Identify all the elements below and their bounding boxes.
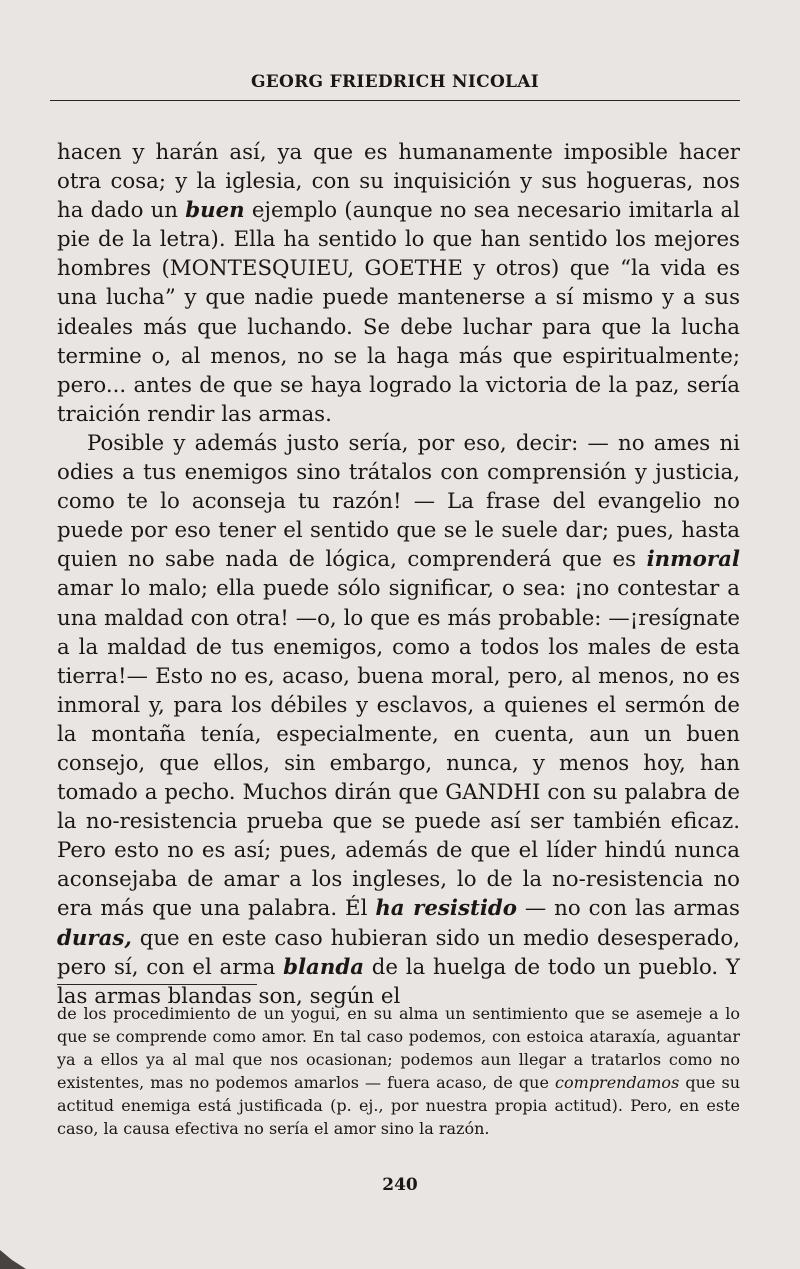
paragraph-2-text-g: que en este caso hubieran sido un medio desesperado, pero sí, con el arma <box>57 925 740 980</box>
paragraph-2-text-i: de la huelga de todo un pueblo. Y las armas blandas son, según el <box>57 954 740 1009</box>
paragraph-2-emphasis-duras: duras, <box>57 925 132 951</box>
paragraph-2-emphasis-blanda: blanda <box>283 954 365 980</box>
paragraph-1 <box>57 138 740 429</box>
footnote-text-a: de los procedimiento de un yogui, en su alma un sentimiento que se asemeje a lo que se comprende como amor. En tal caso podemos, con estoica ataraxía, aguantar ya a ellos ya al mal que nos ocasionan; podemos aun llegar a tratarlos como no existentes, mas no podemos amarlos — fuera acaso, de que <box>57 1004 740 1092</box>
footnote <box>57 1002 740 1140</box>
running-header: GEORG FRIEDRICH NICOLAI <box>250 72 540 92</box>
footnote-emphasis-comprendamos: comprendamos <box>555 1073 680 1092</box>
paragraph-2 <box>57 429 740 1011</box>
paragraph-1-text-c: ejemplo (aunque no sea necesario imitarla al pie de la letra). Ella ha sentido lo que han sentido los mejores hombres (MONTESQUIEU, GOETHE y otros) que “la vida es una lucha” y que nadie puede mantenerse a sí mismo y a sus ideales más que luchando. Se debe luchar para que la lucha termine o, al menos, no se la haga más que espiritualmente; pero... antes de que se haya logrado la victoria de la paz, sería traición rendir las armas. <box>57 198 740 427</box>
page-number: 240 <box>382 1175 418 1195</box>
paragraph-2-text-c: amar lo malo; ella puede sólo significar, o sea: ¡no contestar a una maldad con otra! —o, lo que es más probable: —¡resígnate a la maldad de tus enemigos, como a todos los males de esta tierra!— Esto no es, acaso, buena moral, pero, al menos, no es inmoral y, para los débiles y esclavos, a quienes el sermón de la montaña tenía, especialmente, en cuenta, aun un buen consejo, que ellos, sin embargo, nunca, y menos hoy, han tomado a pecho. Muchos dirán que GANDHI con su palabra de la no-resistencia prueba que se puede así ser también eficaz. Pero esto no es así; pues, además de que el líder hindú nunca aconsejaba de amar a los ingleses, lo de la no-resistencia no era más que una palabra. Él <box>57 576 740 922</box>
paragraph-1-text-a: hacen y harán así, ya que es humanamente imposible hacer otra cosa; y la iglesia, con su inquisición y sus hogueras, nos ha dado un <box>57 140 740 224</box>
header-rule <box>50 100 740 101</box>
paragraph-2-emphasis-ha-resistido: ha resistido <box>375 896 518 922</box>
corner-smudge <box>0 1248 30 1269</box>
footnote-rule <box>57 984 257 985</box>
paragraph-2-emphasis-inmoral: inmoral <box>646 547 740 573</box>
paragraph-2-text-a: Posible y además justo sería, por eso, decir: — no ames ni odies a tus enemigos sino trátalos con comprensión y justicia, como te lo aconseja tu razón! — La frase del evangelio no puede por eso tener el sentido que se le suele dar; pues, hasta quien no sabe nada de lógica, comprenderá que es <box>57 430 740 573</box>
footnote-text-c: que su actitud enemiga está justificada (p. ej., por nuestra propia actitud). Pero, en este caso, la causa efectiva no sería el amor sino la razón. <box>57 1073 740 1138</box>
paragraph-1-emphasis-buen: buen <box>185 198 245 224</box>
paragraph-2-text-e: — no con las armas <box>517 896 740 922</box>
body-text <box>57 138 740 1011</box>
